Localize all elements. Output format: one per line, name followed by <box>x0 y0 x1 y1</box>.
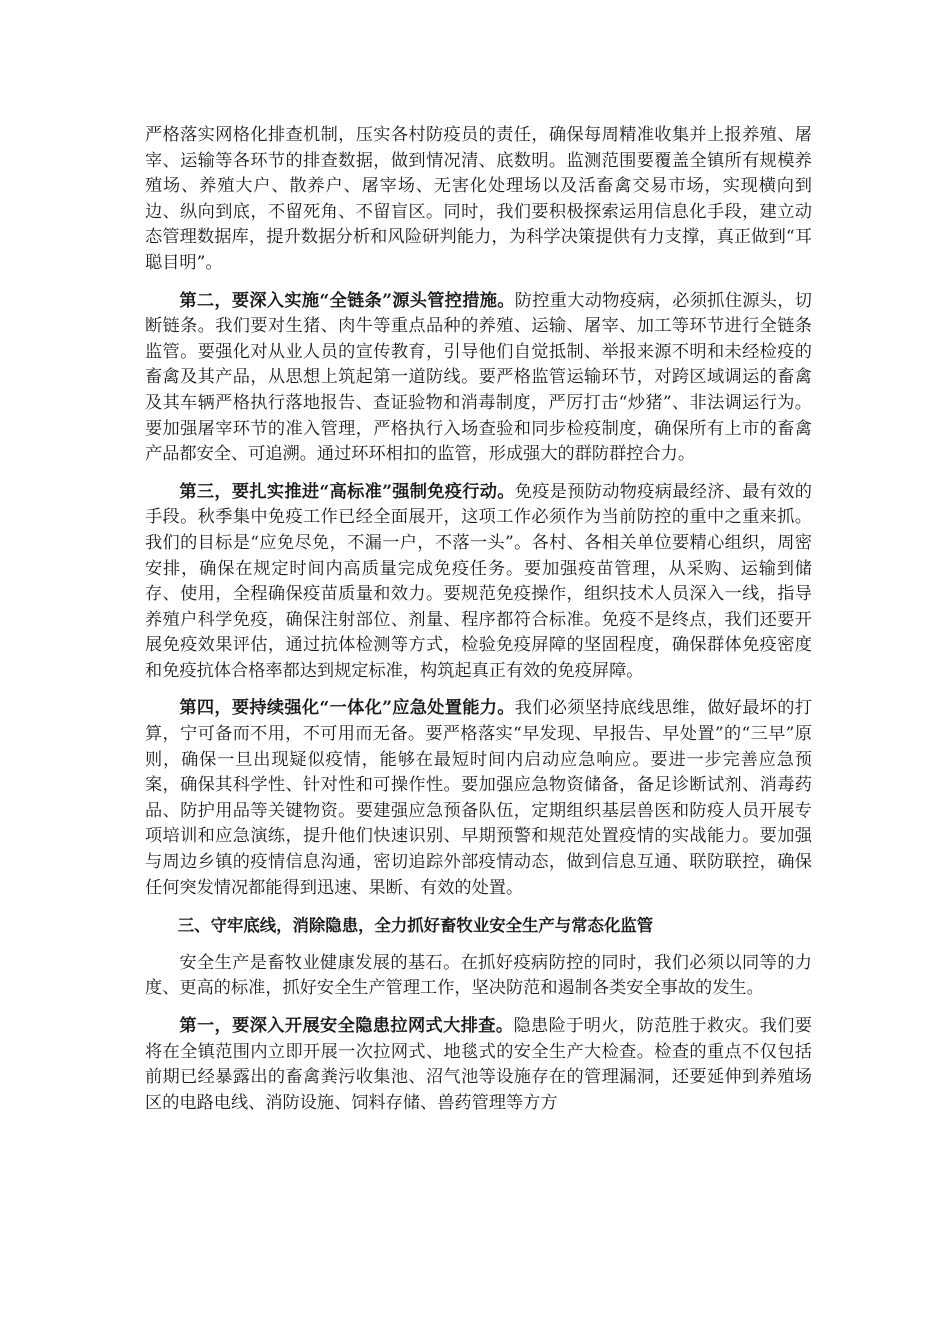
paragraph-emergency-response <box>145 696 812 901</box>
paragraph-lead: 第二，要深入实施“全链条”源头管控措施。 <box>179 290 515 311</box>
paragraph-safety-intro <box>145 951 812 1002</box>
paragraph-text: 防控重大动物疫病，必须抓住源头，切断链条。我们要对生猪、肉牛等重点品种的养殖、运输、屠宰、加工等环节进行全链条监管。要强化对从业人员的宣传教育，引导他们自觉抵制、举报来源不明和未经检疫的畜禽及其产品，从思想上筑起第一道防线。要严格监管运输环节，对跨区域调运的畜禽及其车辆严格执行落地报告、查证验物和消毒制度，严厉打击“炒猪”、非法调运行为。要加强屠宰环节的准入管理，严格执行入场查验和同步检疫制度，确保所有上市的畜禽产品都安全、可追溯。通过环环相扣的监管，形成强大的群防群控合力。 <box>145 290 812 465</box>
paragraph-text: 免疫是预防动物疫病最经济、最有效的手段。秋季集中免疫工作已经全面展开，这项工作必须作为当前防控的重中之重来抓。我们的目标是“应免尽免，不漏一户，不落一头”。各村、各相关单位要精心组织，周密安排，确保在规定时间内高质量完成免疫任务。要加强疫苗管理，从采购、运输到储存、使用，全程确保疫苗质量和效力。要规范免疫操作，组织技术人员深入一线，指导养殖户科学免疫，确保注射部位、剂量、程序都符合标准。免疫不是终点，我们还要开展免疫效果评估，通过抗体检测等方式，检验免疫屏障的坚固程度，确保群体免疫密度和免疫抗体合格率都达到规定标准，构筑起真正有效的免疫屏障。 <box>145 481 812 681</box>
paragraph-immunization <box>145 480 812 685</box>
paragraph-lead: 第四，要持续强化“一体化”应急处置能力。 <box>179 698 515 719</box>
paragraph-lead: 第三，要扎实推进“高标准”强制免疫行动。 <box>179 481 515 502</box>
paragraph-text: 安全生产是畜牧业健康发展的基石。在抓好疫病防控的同时，我们必须以同等的力度、更高的标准，抓好安全生产管理工作，坚决防范和遏制各类安全事故的发生。 <box>145 952 812 999</box>
document-page <box>145 123 812 1128</box>
paragraph-hazard-inspection <box>145 1014 812 1116</box>
paragraph-monitoring <box>145 123 812 277</box>
section-heading: 三、守牢底线，消除隐患，全力抓好畜牧业安全生产与常态化监管 <box>177 916 654 936</box>
paragraph-lead: 第一，要深入开展安全隐患拉网式大排查。 <box>179 1016 514 1036</box>
paragraph-text: 隐患险于明火，防范胜于救灾。我们要将在全镇范围内立即开展一次拉网式、地毯式的安全生产大检查。检查的重点不仅包括前期已经暴露出的畜禽粪污收集池、沼气池等设施存在的管理漏洞，还要延伸到养殖场区的电路电线、消防设施、饲料存储、兽药管理等方方 <box>145 1016 812 1113</box>
paragraph-text: 我们必须坚持底线思维，做好最坏的打算，宁可备而不用，不可用而无备。要严格落实“早发现、早报告、早处置”的“三早”原则，确保一旦出现疑似疫情，能够在最短时间内启动应急响应。要进一步完善应急预案，确保其科学性、针对性和可操作性。要加强应急物资储备，备足诊断试剂、消毒药品、防护用品等关键物资。要建强应急预备队伍，定期组织基层兽医和防疫人员开展专项培训和应急演练，提升他们快速识别、早期预警和规范处置疫情的实战能力。要加强与周边乡镇的疫情信息沟通，密切追踪外部疫情动态，做到信息互通、联防联控，确保任何突发情况都能得到迅速、果断、有效的处置。 <box>145 698 812 898</box>
paragraph-text: 严格落实网格化排查机制，压实各村防疫员的责任，确保每周精准收集并上报养殖、屠宰、运输等各环节的排查数据，做到情况清、底数明。监测范围要覆盖全镇所有规模养殖场、养殖大户、散养户、屠宰场、无害化处理场以及活畜禽交易市场，实现横向到边、纵向到底，不留死角、不留盲区。同时，我们要积极探索运用信息化手段，建立动态管理数据库，提升数据分析和风险研判能力，为科学决策提供有力支撑，真正做到“耳聪目明”。 <box>145 125 812 273</box>
paragraph-full-chain-control <box>145 289 812 468</box>
